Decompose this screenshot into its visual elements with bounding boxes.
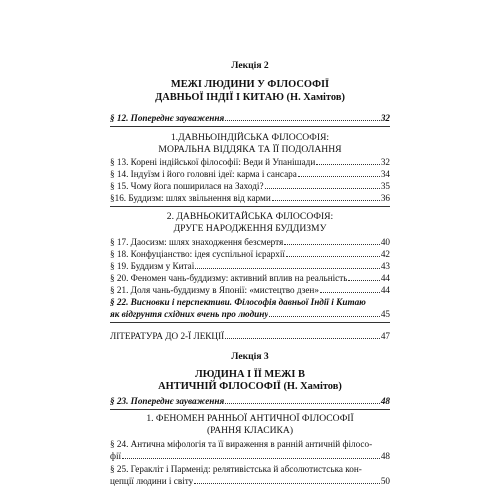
section-title-line-2: ДРУГЕ НАРОДЖЕННЯ БУДДИЗМУ xyxy=(173,223,327,234)
lecture-3-title-line-1: ЛЮДИНА І ЇЇ МЕЖІ В xyxy=(195,369,305,380)
lecture-2-title-line-1: МЕЖІ ЛЮДИНИ У ФІЛОСОФІЇ xyxy=(170,79,330,90)
section-title-line-2: МОРАЛЬНА ВІДДЯКА ТА ЇЇ ПОДОЛАННЯ xyxy=(158,144,342,155)
section-title-line-1: 1.ДАВНЬОІНДІЙСЬКА ФІЛОСОФІЯ: xyxy=(170,132,330,143)
divider xyxy=(110,409,390,410)
toc-entry[interactable]: § 21. Доля чань-буддизму в Японії: «мистецтво дзен» 44 xyxy=(110,285,390,295)
toc-entry[interactable]: § 14. Індуїзм і його головні ідеї: карма і сансара 34 xyxy=(110,169,390,179)
toc-entry[interactable]: § 12. Попереднє зауваження 32 xyxy=(110,113,390,123)
toc-entry[interactable]: § 18. Конфуціанство: ідея суспільної ієрархії 42 xyxy=(110,249,390,259)
toc-entry-24-line-2[interactable]: фії 48 xyxy=(110,451,390,461)
toc-entry[interactable]: § 17. Даосизм: шлях знаходження безсмертя 40 xyxy=(110,237,390,247)
section-title-line-1: 2. ДАВНЬОКИТАЙСЬКА ФІЛОСОФІЯ: xyxy=(166,211,334,222)
toc-entry-conclusion-line-2[interactable]: як відгрунтя східних вчень про людину 45 xyxy=(110,309,390,319)
toc-entry[interactable]: § 23. Попереднє зауваження 48 xyxy=(110,396,390,406)
toc-entry-conclusion-line-1[interactable]: § 22. Висновки і перспективи. Філософія давньої Індії і Китаю xyxy=(110,297,366,307)
toc-entry[interactable]: § 15. Чому йога поширилася на Заході? 35 xyxy=(110,181,390,191)
lecture-3-title-line-2: АНТИЧНІЙ ФІЛОСОФІЇ (Н. Хамітов) xyxy=(158,381,342,392)
section-title-line-1: 1. ФЕНОМЕН РАННЬОЇ АНТИЧНОЇ ФІЛОСОФІЇ xyxy=(146,413,354,424)
lecture-2-heading: Лекція 2 xyxy=(231,60,269,71)
toc-entry[interactable]: §16. Буддизм: шлях звільнення від карми 36 xyxy=(110,193,390,203)
divider xyxy=(110,126,390,127)
divider xyxy=(110,322,390,323)
divider xyxy=(110,206,390,207)
toc-entry-25-line-2[interactable]: цепції людини і світу 50 xyxy=(110,476,390,486)
toc-entry[interactable]: § 19. Буддизм у Китаї 43 xyxy=(110,261,390,271)
toc-entry[interactable]: § 20. Феномен чань-буддизму: активний вплив на реальність 44 xyxy=(110,273,390,283)
toc-entry-25-line-1[interactable]: § 25. Геракліт і Парменід: релятивістська й абсолютистська кон- xyxy=(110,464,362,474)
section-title-line-2: (РАННЯ КЛАСИКА) xyxy=(206,425,294,436)
toc-entry[interactable]: § 13. Корені індійської філософії: Веди й Упанішади 32 xyxy=(110,157,390,167)
toc-entry-literature[interactable]: ЛІТЕРАТУРА ДО 2-Ї ЛЕКЦІЇ 47 xyxy=(110,331,390,341)
lecture-3-heading: Лекція 3 xyxy=(231,351,269,362)
lecture-2-title-line-2: ДАВНЬОЇ ІНДІЇ І КИТАЮ (Н. Хамітов) xyxy=(155,92,345,103)
toc-entry-24-line-1[interactable]: § 24. Антична міфологія та її вираження в ранній античній філосо- xyxy=(110,439,373,449)
